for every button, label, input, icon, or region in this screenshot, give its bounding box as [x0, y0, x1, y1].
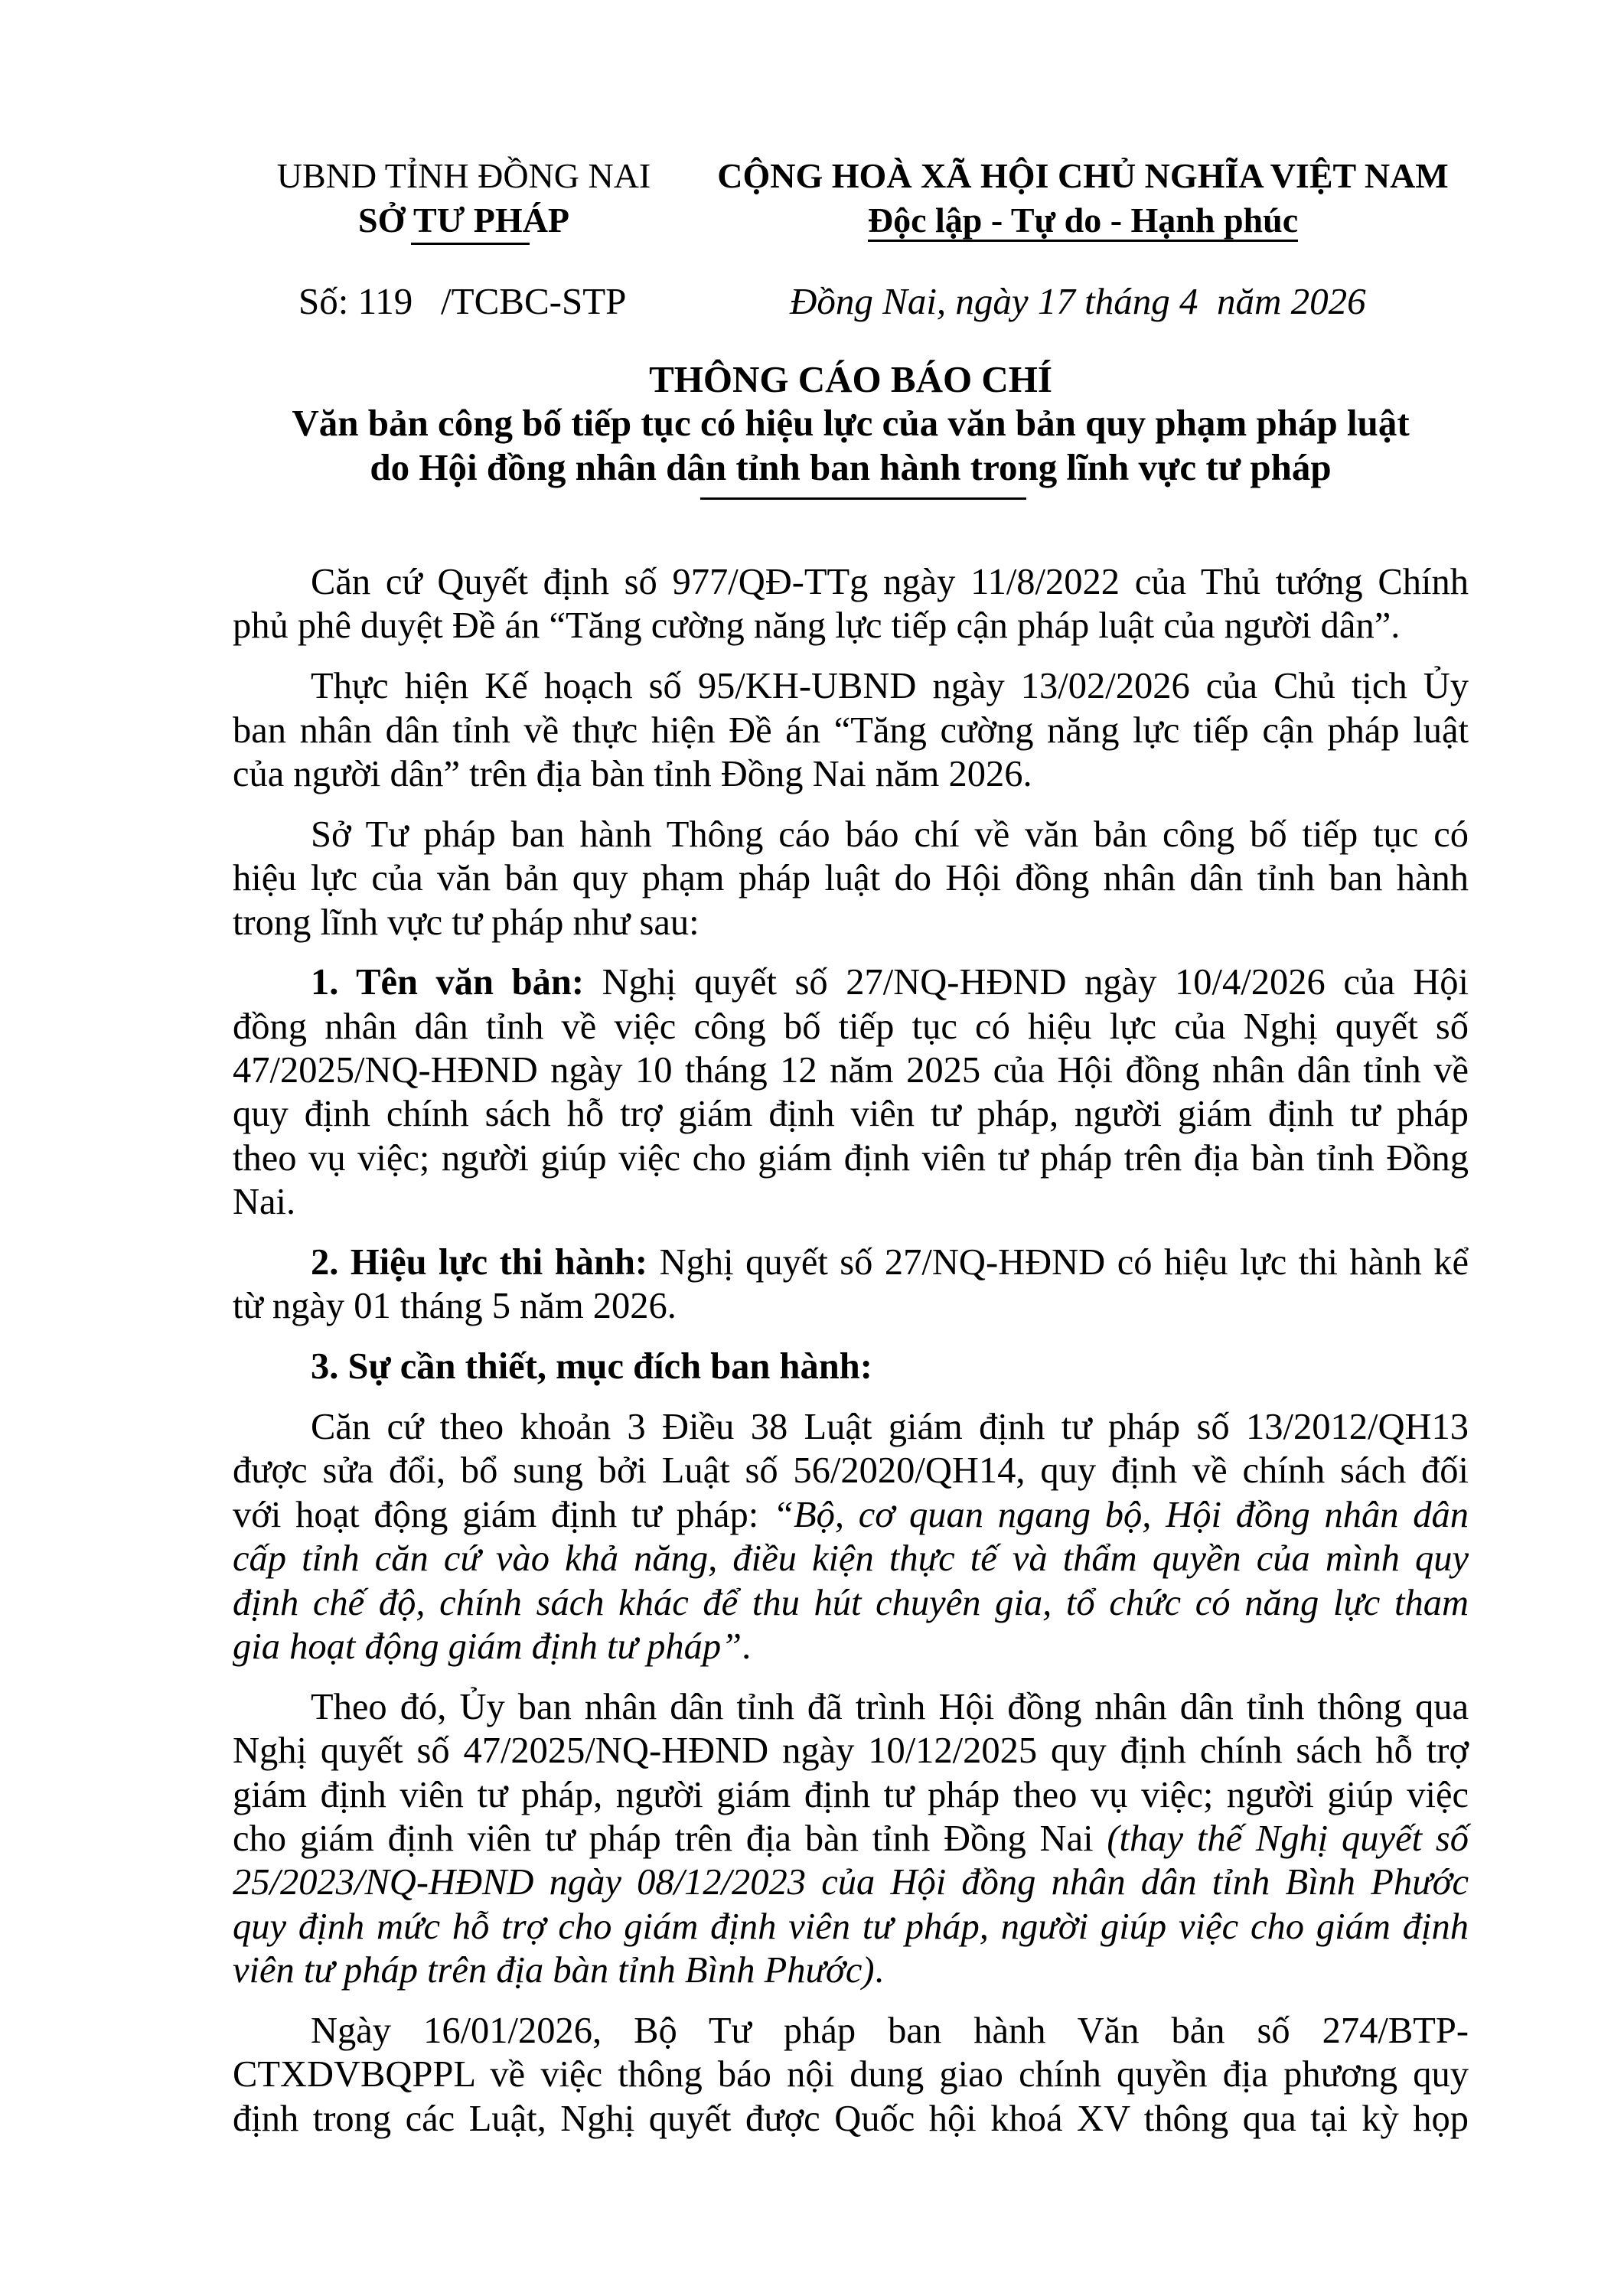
text-line — [233, 1949, 1469, 1992]
text-line — [233, 1092, 1469, 1136]
text-line — [233, 1449, 1469, 1492]
body-paragraph — [233, 960, 1469, 1224]
national-motto: Độc lập - Tự do - Hạnh phúc — [868, 201, 1298, 242]
text-line — [233, 1537, 1469, 1580]
text-line — [233, 1729, 1469, 1773]
text-run: . — [742, 1626, 752, 1667]
text-line — [233, 1241, 1469, 1284]
issuing-authority: SỞ TƯ PHÁP — [357, 201, 570, 240]
text-line — [233, 1861, 1469, 1904]
issuing-authority-parent: UBND TỈNH ĐỒNG NAI — [276, 156, 651, 195]
text-run: Nghị quyết số 47/2025/NQ-HĐND ngày 10/12/2025 quy định chính sách hỗ trợ — [233, 1730, 1469, 1772]
text-run: được sửa đổi, bổ sung bởi Luật số 56/2020/QH14, quy định về chính sách đối — [233, 1450, 1469, 1492]
body-paragraph — [233, 1345, 1469, 1388]
text-line — [233, 1345, 1469, 1388]
body-paragraph — [233, 1405, 1469, 1668]
document-subtitle-line: do Hội đồng nhân dân tỉnh ban hành trong lĩnh vực tư pháp — [370, 445, 1332, 488]
text-run: Ngày 16/01/2026, Bộ Tư pháp ban hành Văn bản số 274/BTP- — [311, 2010, 1469, 2051]
text-line — [233, 1137, 1469, 1180]
text-run: Nghị quyết số 27/NQ-HĐND có hiệu lực thi hành kể — [647, 1242, 1469, 1283]
document-type: THÔNG CÁO BÁO CHÍ — [649, 358, 1052, 400]
text-line — [233, 752, 1469, 796]
text-line — [233, 1284, 1469, 1328]
text-run: đồng nhân dân tỉnh về việc công bố tiếp tục có hiệu lực của Nghị quyết số — [233, 1006, 1469, 1047]
text-run: của người dân” trên địa bàn tỉnh Đồng Nai năm 2026. — [233, 753, 1032, 794]
text-run: Sở Tư pháp ban hành Thông cáo báo chí về văn bản công bố tiếp tục có — [311, 814, 1469, 855]
section-heading: 1. Tên văn bản: — [311, 962, 584, 1003]
text-run: cho giám định viên tư pháp trên địa bàn tỉnh Đồng Nai — [233, 1818, 1107, 1859]
text-line — [233, 1405, 1469, 1449]
document-body — [233, 560, 1469, 2141]
italic-text-run: 25/2023/NQ-HĐND ngày 08/12/2023 của Hội đồng nhân dân tỉnh Bình Phước — [233, 1862, 1469, 1903]
text-line — [233, 1685, 1469, 1729]
text-line — [233, 560, 1469, 604]
text-run: từ ngày 01 tháng 5 năm 2026. — [233, 1286, 677, 1327]
section-heading: 3. Sự cần thiết, mục đích ban hành: — [311, 1346, 872, 1388]
italic-text-run: quy định mức hỗ trợ cho giám định viên tư pháp, người giúp việc cho giám định — [233, 1906, 1469, 1947]
text-run: quy định chính sách hỗ trợ giám định viên tư pháp, người giám định tư pháp — [233, 1094, 1469, 1135]
text-line — [233, 1581, 1469, 1625]
section-heading: 2. Hiệu lực thi hành: — [311, 1242, 648, 1283]
text-line — [233, 901, 1469, 944]
text-line — [233, 1005, 1469, 1049]
text-run: phủ phê duyệt Đề án “Tăng cường năng lực tiếp cận pháp luật của người dân”. — [233, 605, 1401, 647]
italic-text-run: gia hoạt động giám định tư pháp” — [233, 1626, 742, 1667]
text-run: Nghị quyết số 27/NQ-HĐND ngày 10/4/2026 của Hội — [583, 962, 1469, 1003]
document-subtitle-line: Văn bản công bố tiếp tục có hiệu lực của văn bản quy phạm pháp luật — [292, 402, 1410, 445]
text-run: theo vụ việc; người giúp việc cho giám định viên tư pháp trên địa bàn tỉnh Đồng — [233, 1137, 1469, 1179]
italic-text-run: cấp tỉnh căn cứ vào khả năng, điều kiện thực tế và thẩm quyền của mình quy — [233, 1538, 1469, 1580]
text-run: với hoạt động giám định tư pháp: — [233, 1494, 774, 1535]
text-line — [233, 1049, 1469, 1092]
text-line — [233, 1817, 1469, 1861]
text-line — [233, 1905, 1469, 1949]
text-run: giám định viên tư pháp, người giám định tư pháp theo vụ việc; người giúp việc — [233, 1774, 1469, 1815]
text-run: . — [874, 1950, 884, 1991]
italic-text-run: viên tư pháp trên địa bàn tỉnh Bình Phước) — [233, 1950, 875, 1991]
text-run: Thực hiện Kế hoạch số 95/KH-UBND ngày 13/02/2026 của Chủ tịch Ủy — [311, 666, 1469, 707]
text-run: hiệu lực của văn bản quy phạm pháp luật do Hội đồng nhân dân tỉnh ban hành — [233, 858, 1469, 899]
body-paragraph — [233, 2009, 1469, 2141]
text-line — [233, 1773, 1469, 1817]
text-run: Căn cứ theo khoản 3 Điều 38 Luật giám định tư pháp số 13/2012/QH13 — [311, 1406, 1469, 1447]
text-run: 47/2025/NQ-HĐND ngày 10 tháng 12 năm 2025 của Hội đồng nhân dân tỉnh về — [233, 1050, 1469, 1091]
text-line — [233, 2053, 1469, 2096]
body-paragraph — [233, 560, 1469, 648]
text-run: Căn cứ Quyết định số 977/QĐ-TTg ngày 11/8/2022 của Thủ tướng Chính — [311, 562, 1469, 602]
text-run: ban nhân dân tỉnh về thực hiện Đề án “Tăng cường năng lực tiếp cận pháp luật — [233, 709, 1469, 751]
body-paragraph — [233, 1685, 1469, 1993]
italic-text-run: (thay thế Nghị quyết số — [1107, 1818, 1469, 1859]
text-line — [233, 2097, 1469, 2141]
text-line — [233, 604, 1469, 647]
document-number: Số: 119 /TCBC-STP — [298, 280, 627, 322]
text-run: Theo đó, Ủy ban nhân dân tỉnh đã trình Hội đồng nhân dân tỉnh thông qua — [311, 1686, 1469, 1727]
italic-text-run: “Bộ, cơ quan ngang bộ, Hội đồng nhân dân — [773, 1494, 1469, 1535]
body-paragraph — [233, 1241, 1469, 1329]
text-line — [233, 1493, 1469, 1537]
place-and-date: Đồng Nai, ngày 17 tháng 4 năm 2026 — [790, 280, 1366, 322]
italic-text-run: định chế độ, chính sách khác để thu hút chuyên gia, tổ chức có năng lực tham — [233, 1582, 1469, 1623]
body-paragraph — [233, 813, 1469, 944]
text-line — [233, 1180, 1469, 1224]
text-line — [233, 856, 1469, 900]
body-paragraph — [233, 664, 1469, 796]
national-title: CỘNG HOÀ XÃ HỘI CHỦ NGHĨA VIỆT NAM — [717, 156, 1449, 195]
document-title — [233, 357, 1469, 489]
text-line — [233, 664, 1469, 708]
national-motto-wrapper — [700, 200, 1466, 240]
text-run: trong lĩnh vực tư pháp như sau: — [233, 902, 699, 943]
text-run: định trong các Luật, Nghị quyết được Quốc hội khoá XV thông qua tại kỳ họp — [233, 2098, 1469, 2139]
text-run: CTXDVBQPPL về việc thông báo nội dung giao chính quyền địa phương quy — [233, 2054, 1469, 2095]
text-line — [233, 2009, 1469, 2053]
text-line — [233, 709, 1469, 752]
text-line — [233, 813, 1469, 856]
text-line — [233, 960, 1469, 1004]
text-run: Nai. — [233, 1182, 296, 1223]
title-divider — [700, 497, 1026, 500]
text-line — [233, 1625, 1469, 1668]
agency-divider — [411, 243, 530, 245]
